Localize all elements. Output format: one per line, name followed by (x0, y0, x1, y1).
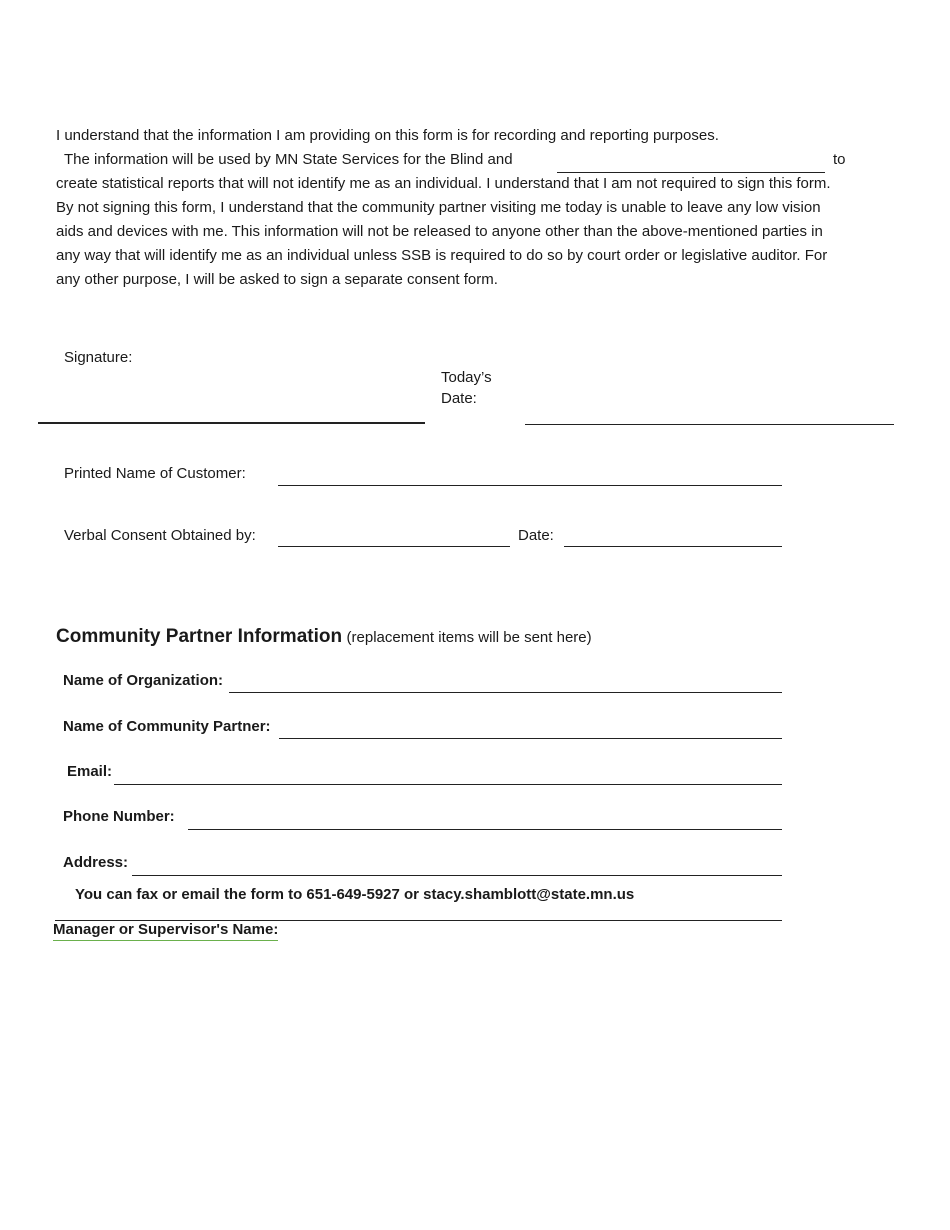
address-label: Address: (63, 854, 129, 871)
consent-paragraph (56, 124, 906, 292)
consent-line-4: By not signing this form, I understand that the community partner visiting me today is unable to leave any low vision (56, 199, 821, 216)
email-label: Email: (67, 763, 113, 780)
todays-date-label-line1: Today’s (441, 369, 492, 386)
signature-label: Signature: (64, 349, 133, 366)
email-field[interactable] (114, 766, 782, 785)
verbal-consent-label: Verbal Consent Obtained by: (64, 527, 256, 544)
third-party-field[interactable] (557, 154, 825, 173)
community-partner-subtitle: (replacement items will be sent here) (346, 629, 592, 646)
signature-field[interactable] (38, 404, 425, 424)
manager-name-line[interactable] (55, 904, 782, 921)
phone-field[interactable] (188, 811, 782, 830)
organization-label: Name of Organization: (63, 672, 224, 689)
consent-line-5: aids and devices with me. This information will not be released to anyone other than the above-mentioned parties in (56, 223, 823, 240)
consent-line-7: any other purpose, I will be asked to sign a separate consent form. (56, 271, 498, 288)
todays-date-field[interactable] (525, 406, 894, 425)
community-partner-label: Name of Community Partner: (63, 718, 271, 735)
verbal-date-label: Date: (518, 527, 554, 544)
printed-name-label: Printed Name of Customer: (64, 465, 246, 482)
fax-email-note: You can fax or email the form to 651-649-5927 or stacy.shamblott@state.mn.us (75, 886, 635, 903)
organization-field[interactable] (229, 674, 782, 693)
consent-line-2-to: to (833, 151, 846, 168)
consent-line-2-text: The information will be used by MN State Services for the Blind and (64, 151, 513, 168)
consent-line-1: I understand that the information I am providing on this form is for recording and reporting purposes. (56, 127, 719, 144)
consent-line-6: any way that will identify me as an individual unless SSB is required to do so by court order or legislative auditor. For (56, 247, 828, 264)
phone-label: Phone Number: (63, 808, 175, 825)
community-partner-field[interactable] (279, 720, 782, 739)
community-partner-heading (56, 626, 592, 648)
verbal-date-field[interactable] (564, 528, 782, 547)
printed-name-field[interactable] (278, 467, 782, 486)
verbal-consent-field[interactable] (278, 528, 510, 547)
manager-name-label: Manager or Supervisor's Name: (53, 921, 278, 941)
community-partner-title: Community Partner Information (56, 626, 343, 647)
consent-line-3: create statistical reports that will not identify me as an individual. I understand that I am not required to sign this form. (56, 175, 831, 192)
address-field[interactable] (132, 857, 782, 876)
todays-date-label-line2: Date: (441, 390, 477, 407)
